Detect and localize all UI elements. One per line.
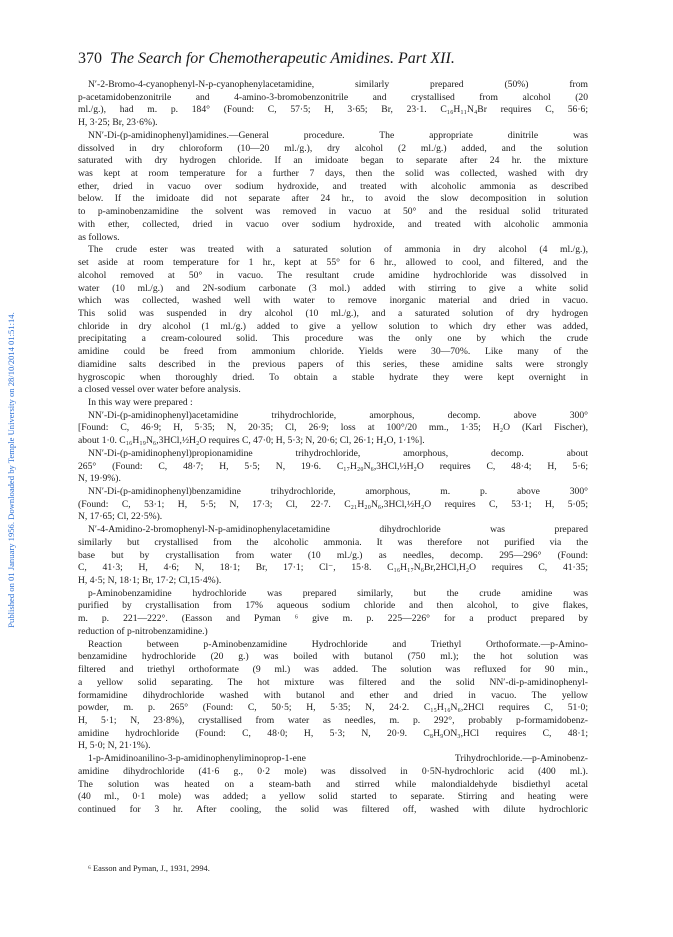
text-line: to p-aminobenzamidine the solvent was removed in vacuo at 50° and the residual solid triturated [78, 206, 588, 218]
download-notice-text: Published on 01 January 1956. Downloaded by Temple University on 28/10/2014 01:51:14. [6, 312, 16, 628]
text-line: hygroscopic when thoroughly dried. To obtain a stable hydrate they were kept overnight in [78, 371, 588, 383]
text-line: about 1·0. C₁₆H₁₉N₆,3HCl,½H₂O requires C, 47·0; H, 5·3; N, 20·6; Cl, 26·1; H₂O, 1·1%]. [78, 435, 425, 447]
text-line: Reaction between p-Aminobenzamidine Hydrochloride and Triethyl Orthoformate.—p-Amino- [88, 638, 588, 650]
text-line: The crude ester was treated with a saturated solution of ammonia in dry alcohol (4 ml./g.), [88, 244, 588, 256]
text-line: H, 3·25; Br, 23·6%). [78, 117, 158, 129]
text-line: which was collected, washed well with water to remove inorganic material and dried in vacuo. [78, 295, 588, 307]
text-line: a closed vessel over water before analysis. [78, 384, 241, 396]
text-line: dissolved in dry chloroform (10—20 ml./g.), dry alcohol (2 ml./g.) added, and the solution [78, 142, 588, 154]
text-line: water (10 ml./g.) and 2N-sodium carbonate (3 mol.) added with stirring to give a white solid [78, 282, 588, 294]
text-line: N′-2-Bromo-4-cyanophenyl-N-p-cyanophenylacetamidine, similarly prepared (50%) from [88, 79, 588, 90]
text-line: ml./g.), had m. p. 184° (Found: C, 57·5; H, 3·65; Br, 23·1. C₁₆H₁₁N₄Br requires C, 56·6; [78, 104, 588, 116]
text-line: set aside at room temperature for 1 hr., kept at 55° for 6 hr., allowed to cool, and filtered, and the [78, 257, 588, 269]
text-line: base but by crystallisation from water (10 ml./g.) as needles, decomp. 295—296° (Found: [78, 549, 588, 561]
text-line: diamidine salts described in the previous papers of this series, these amidine salts were strongly [78, 358, 588, 370]
text-line: p-Aminobenzamidine hydrochloride was prepared similarly, but the crude amidine was [88, 587, 588, 599]
text-line: amidine could be freed from ammonium chloride. Yields were 30—70%. Like many of the [78, 346, 588, 358]
text-line: (40 ml., 0·1 mole) was added; a yellow solid started to separate. Stirring and heating were [78, 791, 588, 803]
text-line: NN′-Di-(p-amidinophenyl)acetamidine trihydrochloride, amorphous, decomp. above 300° [88, 409, 588, 421]
text-line: amidine dihydrochloride (41·6 g., 0·2 mole) was dissolved in 0·5N-hydrochloric acid (400 ml.). [78, 765, 588, 777]
text-line: [Found: C, 46·9; H, 5·35; N, 20·35; Cl, 26·9; loss at 100°/20 mm., 1·35; H₂O (Karl Fischer), [78, 422, 588, 434]
text-line: formamidine dihydrochloride washed with butanol and ether and dried in vacuo. The yellow [78, 689, 588, 701]
text-line: N′-4-Amidino-2-bromophenyl-N-p-amidinophenylacetamidine dihydrochloride was prepared [88, 524, 588, 536]
text-line: as follows. [78, 231, 120, 243]
text-line: similarly but crystallised from the alcoholic ammonia. It was therefore not purified via the [78, 536, 588, 548]
text-line: 265° (Found: C, 48·7; H, 5·5; N, 19·6. C₁₇H₂₀N₆,3HCl,½H₂O requires C, 48·4; H, 5·6; [78, 460, 588, 472]
text-line: The solution was heated on a steam-bath and stirred while malondialdehyde bisdiethyl acetal [78, 778, 588, 790]
text-line: was kept at room temperature for a further 7 days, then the solid was collected, washed with dry [78, 168, 588, 180]
text-line: with ether, collected, dried in vacuo over sodium hydroxide, and treated with alcoholic ammonia [78, 218, 588, 230]
text-line: amidine hydrochloride (Found: C, 48·0; H, 5·3; N, 20·9. C₈H₉ON₃,HCl requires C, 48·1; [78, 727, 588, 739]
text-line: NN′-Di-(p-amidinophenyl)amidines.—General procedure. The appropriate dinitrile was [88, 129, 588, 141]
download-notice-sidebar [4, 150, 18, 790]
text-line: filtered and triethyl orthoformate (9 ml.) was added. The solution was refluxed for 90 min., [78, 664, 588, 676]
text-line: NN′-Di-(p-amidinophenyl)propionamidine trihydrochloride, amorphous, decomp. about [88, 447, 588, 459]
text-line: a yellow solid separating. The hot mixture was filtered and the solid NN′-di-p-amidinophenyl- [78, 676, 588, 688]
running-title: The Search for Chemotherapeutic Amidines. Part XII. [110, 50, 455, 67]
text-line: N, 19·9%). [78, 473, 121, 485]
footnote: ⁶ Easson and Pyman, J., 1931, 2994. [88, 864, 210, 873]
text-line: continued for 3 hr. After cooling, the solid was filtered off, washed with dilute hydrochloric [78, 803, 588, 815]
page-number: 370 [78, 50, 102, 67]
text-line: below. If the imidoate did not separate after 24 hr., to avoid the slow decomposition in solution [78, 193, 588, 205]
text-line: purified by crystallisation from 17% aqueous sodium chloride and then alcohol, to give flakes, [78, 600, 588, 612]
text-line: alcohol removed at 50° in vacuo. The resultant crude amidine hydrochloride was dissolved in [78, 269, 588, 281]
text-line: N, 17·65; Cl, 22·5%). [78, 511, 163, 523]
text-line: 1-p-Amidinoanilino-3-p-amidinophenyliminoprop-1-ene Trihydrochloride.—p-Aminobenz- [88, 753, 588, 765]
text-line: chloride in dry alcohol (1 ml./g.) added to give a yellow solution to which dry ether was added, [78, 320, 588, 332]
text-line: ether, dried in vacuo over sodium hydroxide, and treated with alcoholic ammonia as described [78, 180, 588, 192]
text-line: H, 4·5; N, 18·1; Br, 17·2; Cl,15·4%). [78, 575, 222, 587]
text-line: H, 5·1; N, 23·8%), crystallised from water as needles, m. p. 292°, probably p-formamidobenz- [78, 714, 588, 726]
text-line: NN′-Di-(p-amidinophenyl)benzamidine trihydrochloride, amorphous, m. p. above 300° [88, 486, 588, 497]
text-line: (Found: C, 53·1; H, 5·5; N, 17·3; Cl, 22·7. C₂₁H₂₀N₆,3HCl,½H₂O requires C, 53·1; H, 5·05; [78, 498, 588, 510]
text-line: benzamidine hydrochloride (20 g.) was boiled with butanol (750 ml.); the hot solution was [78, 651, 588, 663]
text-line: m. p. 221—222°. (Easson and Pyman ⁶ give m. p. 225—226° for a product prepared by [78, 613, 588, 625]
text-line: reduction of p-nitrobenzamidine.) [78, 625, 208, 637]
text-line: p-acetamidobenzonitrile and 4-amino-3-bromobenzonitrile and crystallised from alcohol (20 [78, 91, 588, 103]
page-header [78, 50, 598, 72]
text-line: This solid was suspended in dry alcohol (10 ml./g.), and a saturated solution of dry hydrogen [78, 307, 588, 319]
article-body [78, 79, 588, 817]
text-line: H, 5·0; N, 21·1%). [78, 740, 151, 752]
text-line: powder, m. p. 265° (Found: C, 50·5; H, 5·35; N, 24·2. C₁₅H₁₆N₆,2HCl requires C, 51·0; [78, 702, 588, 714]
text-line: saturated with dry hydrogen chloride. If an imidoate began to separate after 24 hr. the mixture [78, 155, 588, 167]
text-line: precipitating a cream-coloured solid. This procedure was the only one by which the crude [78, 333, 588, 345]
text-line: C, 41·3; H, 4·6; N, 18·1; Br, 17·1; Cl⁻, 15·8. C₁₆H₁₇N₆Br,2HCl,H₂O requires C, 41·35; [78, 562, 588, 574]
text-line: In this way were prepared : [88, 396, 193, 408]
